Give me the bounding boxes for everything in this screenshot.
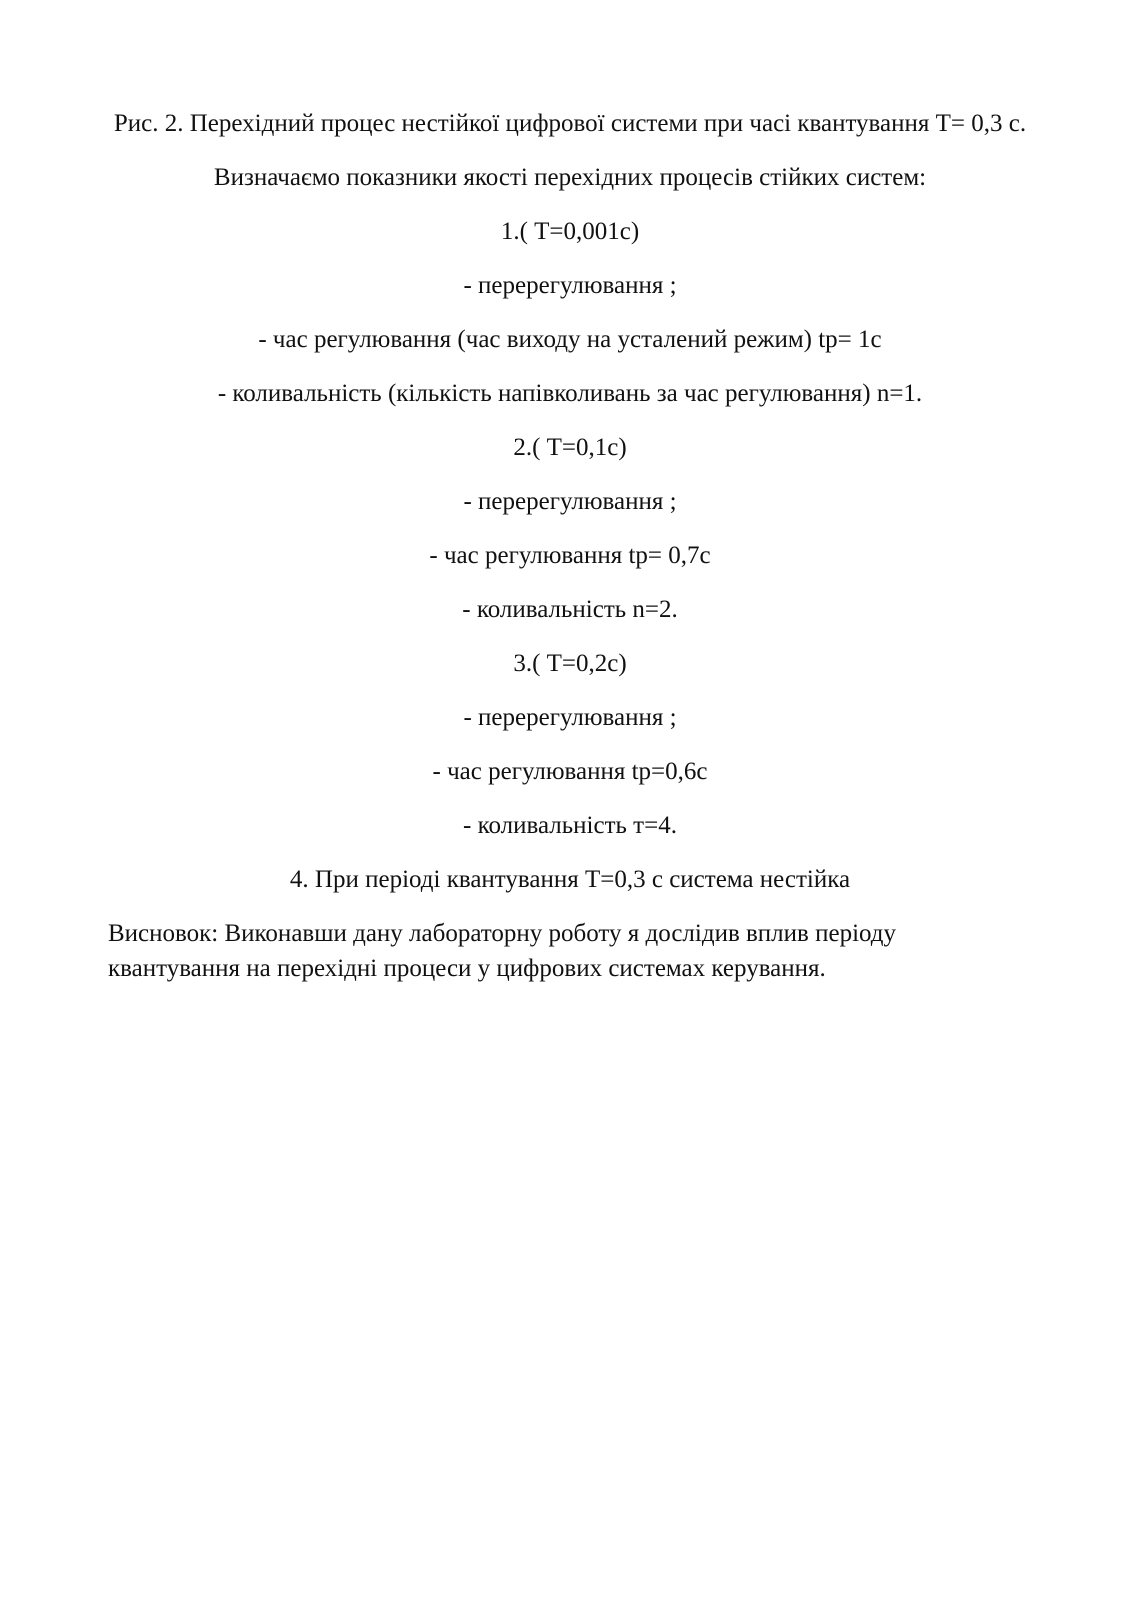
case-3-oscillation: - коливальність т=4. bbox=[463, 812, 677, 839]
case-1-heading: 1.( Т=0,001с) bbox=[500, 218, 640, 245]
case-2-overshoot: - перерегулювання ; bbox=[463, 488, 677, 515]
case-1-settling-time: - час регулювання (час виходу на усталений режим) tр= 1с bbox=[258, 326, 882, 353]
case-2-oscillation: - коливальність n=2. bbox=[462, 596, 678, 623]
case-2-heading: 2.( Т=0,1с) bbox=[513, 434, 627, 461]
case-1-oscillation: - коливальність (кількість напівколивань за час регулювання) n=1. bbox=[217, 380, 923, 407]
case-3-overshoot: - перерегулювання ; bbox=[463, 704, 677, 731]
unstable-note: 4. При періоді квантування Т=0,3 с система нестійка bbox=[289, 866, 851, 893]
case-1-overshoot: - перерегулювання ; bbox=[463, 272, 677, 299]
figure-caption: Рис. 2. Перехідний процес нестійкої цифрової системи при часі квантування Т= 0,3 с. bbox=[113, 110, 1027, 137]
document-page bbox=[108, 106, 1032, 986]
intro-text: Визначаємо показники якості перехідних процесів стійких систем: bbox=[213, 164, 927, 191]
case-2-settling-time: - час регулювання tр= 0,7с bbox=[429, 542, 711, 569]
conclusion-paragraph: Висновок: Виконавши дану лабораторну роботу я дослідив вплив періоду квантування на перехідні процеси у цифрових системах керування. bbox=[108, 920, 897, 982]
case-3-heading: 3.( Т=0,2с) bbox=[513, 650, 627, 677]
case-3-settling-time: - час регулювання tр=0,6с bbox=[432, 758, 708, 785]
